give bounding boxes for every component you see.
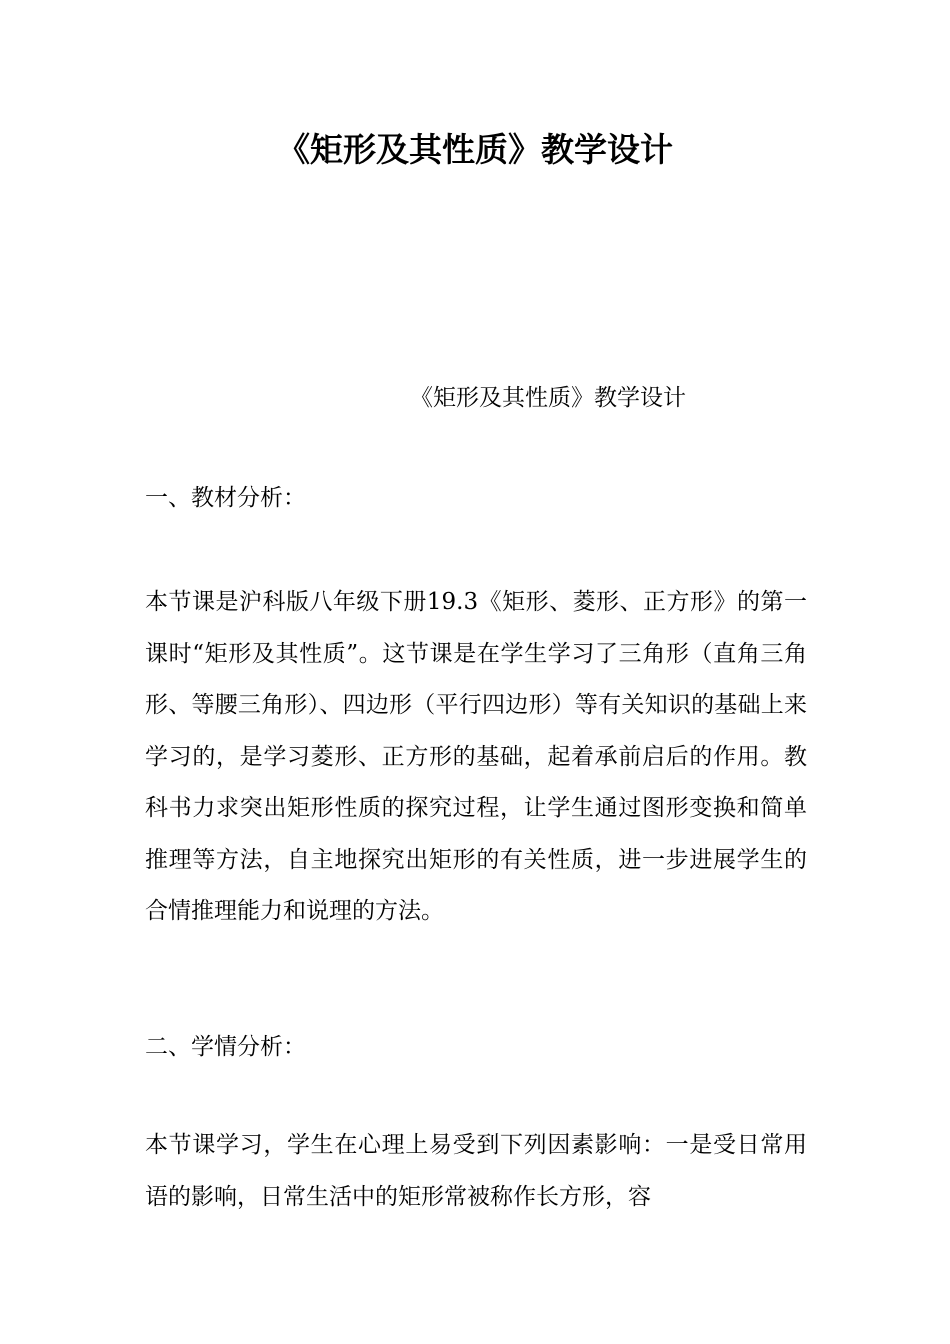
document-subtitle: 《矩形及其性质》教学设计 (410, 385, 686, 411)
section-heading-textbook-analysis: 一、教材分析： (145, 485, 306, 511)
page-title: 《矩形及其性质》教学设计 (277, 130, 673, 169)
section-body-textbook-analysis: 本节课是沪科版八年级下册19.3《矩形、菱形、正方形》的第一课时“矩形及其性质”。这节课是在学生学习了三角形（直角三角形、等腰三角形）、四边形（平行四边形）等有关知识的基础上来学习的，是学习菱形、正方形的基础，起着承前启后的作用。教科书力求突出矩形性质的探究过程，让学生通过图形变换和简单推理等方法，自主地探究出矩形的有关性质，进一步进展学生的合情推理能力和说理的方法。 (145, 589, 807, 924)
section-body-student-analysis: 本节课学习，学生在心理上易受到下列因素影响：一是受日常用语的影响，日常生活中的矩形常被称作长方形，容 (145, 1132, 807, 1210)
section-heading-student-analysis: 二、学情分析： (145, 1034, 306, 1060)
